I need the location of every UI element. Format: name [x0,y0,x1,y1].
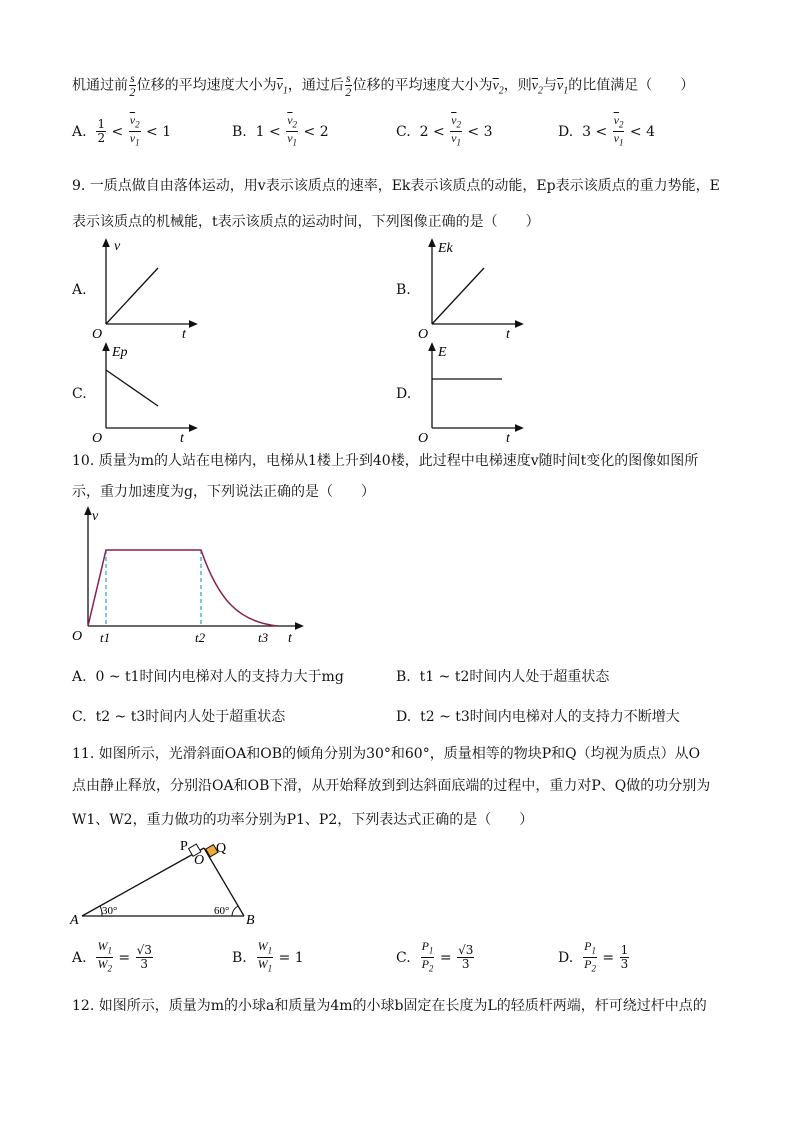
q11-stem-line2: 点由静止释放，分别沿OA和OB下滑，从开始释放到到达斜面底端的过程中，重力对P、Q做的功分别为 [72,778,711,794]
angle-b-label: 60° [214,905,230,917]
y-label: v [114,239,121,254]
x-label: t [506,431,510,446]
slope-oa [82,848,204,916]
x-label: t [506,327,510,342]
angle-a-label: 30° [102,905,118,917]
y-label: v [92,509,99,524]
q10-stem-line2: 示，重力加速度为g，下列说法正确的是（ ） [72,484,375,500]
q12-stem-line1: 12. 如图所示，质量为m的小球a和质量为4m的小球b固定在长度为L的轻质杆两端，杆可绕过杆中点的 [72,998,707,1014]
q9-option-d-label[interactable]: D. [396,386,412,402]
q10-option-d[interactable]: D. t2 ~ t3时间内电梯对人的支持力不断增大 [396,709,680,725]
x-label: t [182,327,186,342]
origin-label: O [92,431,103,446]
q8-option-b[interactable]: B. 1 < $\frac{\overline{v}_2}{v_1}$ < 2 [232,113,329,148]
q10-vt-graph [68,504,308,650]
q10-option-a[interactable]: A. 0 ~ t1时间内电梯对人的支持力大于mg [72,669,344,685]
q11-stem-line1: 11. 如图所示，光滑斜面OA和OB的倾角分别为30°和60°，质量相等的物块P和Q（均视为质点）从O [72,746,701,762]
q10-stem-line1: 10. 质量为m的人站在电梯内，电梯从1楼上升到40楼，此过程中电梯速度v随时间t变化的图像如图所 [72,453,699,469]
q10-option-c[interactable]: C. t2 ~ t3时间内人处于超重状态 [72,709,286,725]
y-label: Ek [438,241,453,256]
velocity-curve [88,550,278,626]
q11-option-c[interactable]: C. $\frac{P_1}{P_2}$ = $\frac{√3}{3}$ [396,939,474,974]
origin-label: O [72,629,83,644]
y-label: E [438,345,447,360]
q9-graph-b [414,236,526,342]
q9-stem-line2: 表示该质点的机械能，t表示该质点的运动时间，下列图像正确的是（ ） [72,214,540,230]
origin-label: O [418,327,429,342]
x-label: t [288,631,292,646]
ek-t-line [432,268,484,324]
v-t-line [106,268,158,324]
q8-option-c[interactable]: C. 2 < $\frac{\overline{v}_2}{v_1}$ < 3 [396,113,493,148]
label-b: B [246,913,255,928]
q11-option-b[interactable]: B. $\frac{W_1}{W_1}$ = 1 [232,939,304,974]
q9-graph-a [88,236,200,342]
q9-option-c-label[interactable]: C. [72,386,87,402]
y-label: Ep [112,345,128,360]
q9-option-a-label[interactable]: A. [72,282,87,298]
q11-stem-line3: W1、W2，重力做功的功率分别为P1、P2，下列表达式正确的是（ ） [72,812,534,828]
origin-label: O [92,327,103,342]
q9-stem-line1: 9. 一质点做自由落体运动，用v表示该质点的速率，Ek表示该质点的动能，Ep表示该质点的重力势能，E [72,178,720,194]
angle-b-arc [232,906,238,916]
t3-label: t3 [258,630,269,645]
origin-label: O [418,431,429,446]
q9-graph-d [414,340,526,446]
label-p: P [180,839,188,854]
x-label: t [180,431,184,446]
ep-t-line [106,370,158,406]
q8-option-d[interactable]: D. 3 < $\frac{\overline{v}_2}{v_1}$ < 4 [558,113,656,148]
q8-stem: 机通过前 $\frac{s}{2}$ 位移的平均速度大小为$\overline{v}_1$，通过后 $\frac{s}{2}$ 位移的平均速度大小为$\overline{v}_2$，则$\overline{v}_2$与$\overline{v}_1$的比值满足（ ） [72,71,695,99]
q9-option-b-label[interactable]: B. [396,282,411,298]
label-q: Q [216,841,227,856]
label-a: A [70,913,79,928]
t2-label: t2 [195,630,206,645]
q9-graph-c [88,340,200,446]
q10-option-b[interactable]: B. t1 ~ t2时间内人处于超重状态 [396,669,610,685]
label-o: O [194,853,205,868]
q11-option-d[interactable]: D. $\frac{P_1}{P_2}$ = $\frac{1}{3}$ [558,939,629,974]
q11-option-a[interactable]: A. $\frac{W_1}{W_2}$ = $\frac{√3}{3}$ [72,939,152,974]
q8-option-a[interactable]: A. $\frac{1}{2}$ < $\frac{\overline{v}_2}{v_1}$ < 1 [72,113,172,148]
q11-incline-diagram [68,836,268,928]
t1-label: t1 [100,630,111,645]
